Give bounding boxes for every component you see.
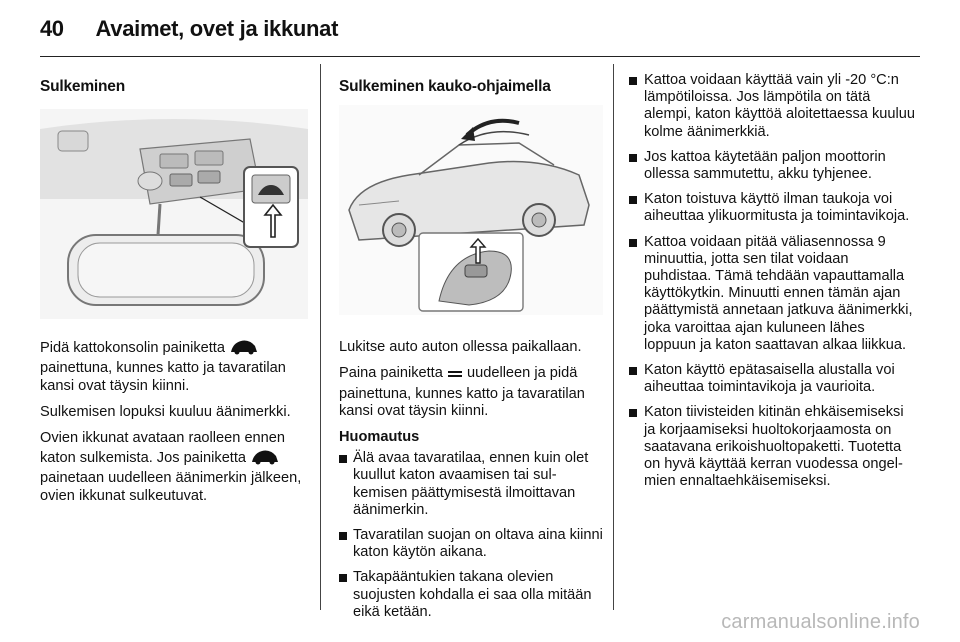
middle-column	[339, 72, 605, 629]
page-title: Avaimet, ovet ja ikkunat	[95, 16, 339, 41]
car-roof-close-icon	[250, 447, 280, 470]
paragraph-press-remote: Paina painiketta uudelleen ja pidä painettuna, kunnes katto ja tavaratilan kansi ovat täysin kiinni.	[339, 365, 585, 419]
roof-console-drawing	[40, 109, 308, 319]
left-column	[40, 72, 308, 514]
list-item: Kattoa voidaan pitää väliasennossa 9 minuuttia, jotta sen tilat voidaan puhdistaa. Tämä tehdään vapauttamalla käyttökytkin. Minuutti ennen tämän ajan päättymistä annetaan jatkuva äänimerkki, joka varoittaa ajan kuluneen lähes loppuun ja katon saattavan alkaa liikkua.	[626, 234, 916, 354]
square-bullet-icon	[629, 77, 637, 85]
list-item: Jos kattoa käytetään paljon moottorin ollessa sammutettu, akku tyhjenee.	[626, 149, 916, 183]
list-item: Älä avaa tavaratilaa, ennen kuin olet kuullut katon avaamisen tai sulkemisen päättymisestä ilmoittavan äänimerkin.	[339, 450, 605, 519]
paragraph-windows: Ovien ikkunat avataan raolleen ennen katon sulkemista. Jos painiketta painetaan uudelleen äänimerkin jälkeen, ovien ikkunat sulkeutuvat.	[40, 430, 302, 504]
list-item: Tavaratilan suojan on oltava aina kiinni katon käytön aikana.	[339, 527, 605, 561]
note-list	[339, 450, 605, 621]
convertible-car-illustration	[339, 105, 603, 315]
car-roof-close-icon	[229, 337, 259, 360]
note-heading: Huomautus	[339, 429, 420, 446]
square-bullet-icon	[339, 574, 347, 582]
list-item: Takapääntukien takana olevien suojusten kohdalla ei saa olla mitään eikä ketään.	[339, 569, 605, 621]
square-bullet-icon	[629, 409, 637, 417]
roof-console-illustration	[40, 109, 308, 319]
list-item: Katon toistuva käyttö ilman taukoja voi aiheuttaa ylikuormitusta ja toimintavikoja.	[626, 191, 916, 225]
square-bullet-icon	[339, 455, 347, 463]
paragraph-chime: Sulkemisen lopuksi kuuluu äänimerkki.	[40, 403, 291, 420]
list-item: Katon käyttö epätasaisella alustalla voi aiheuttaa toimintavikoja ja vaurioita.	[626, 362, 916, 396]
square-bullet-icon	[629, 239, 637, 247]
column-divider-1	[320, 64, 321, 610]
section-heading-remote-closing: Sulkeminen kauko-ohjaimella	[339, 78, 551, 95]
section-heading-closing: Sulkeminen	[40, 78, 125, 95]
square-bullet-icon	[629, 196, 637, 204]
list-item: Kattoa voidaan käyttää vain yli -20 °C:n lämpötiloissa. Jos lämpötila on tätä alempi, katon käyttöä aloitettaessa kuuluu kolme äänimerkkiä.	[626, 72, 916, 141]
square-bullet-icon	[629, 154, 637, 162]
watermark: carmanualsonline.info	[721, 611, 920, 633]
info-list	[626, 72, 916, 490]
right-column	[626, 72, 916, 498]
header-divider	[40, 56, 920, 57]
convertible-car-drawing	[339, 105, 603, 315]
square-bullet-icon	[629, 367, 637, 375]
page-number: 40	[40, 16, 64, 41]
paragraph-lock-car: Lukitse auto auton ollessa paikallaan.	[339, 339, 582, 356]
column-divider-2	[613, 64, 614, 610]
page-header	[40, 16, 338, 48]
paragraph-press-button: Pidä kattokonsolin painiketta painettuna, kunnes katto ja tavaratilan kansi ovat täysin kiinni.	[40, 337, 308, 395]
remote-roof-button-icon	[447, 368, 463, 385]
list-item: Katon tiivisteiden kitinän ehkäisemiseksi ja korjaamiseksi huoltokorjaamosta on saatavana erikoishuoltopaketti. Tuotetta on hyvä käyttää kerran vuodessa ongelmien ennaltaehkäisemiseksi.	[626, 404, 916, 490]
square-bullet-icon	[339, 532, 347, 540]
